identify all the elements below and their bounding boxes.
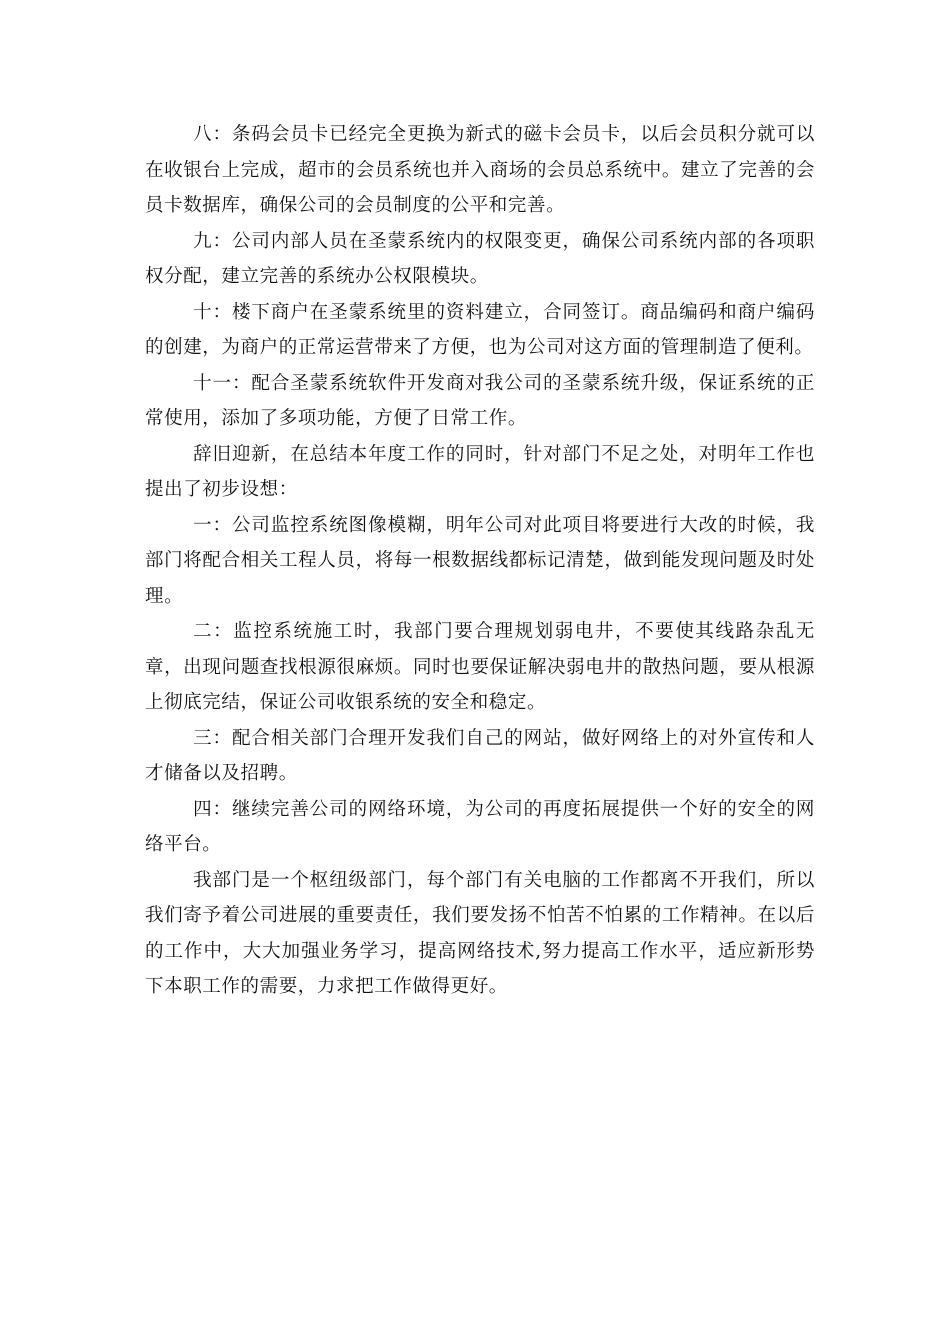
paragraph-conclusion: 我部门是一个枢纽级部门，每个部门有关电脑的工作都离不开我们，所以我们寄予着公司进展的重要责任，我们要发扬不怕苦不怕累的工作精神。在以后的工作中，大大加强业务学习，提高网络技术,努力提高工作水平，适应新形势下本职工作的需要，力求把工作做得更好。 [145, 869, 815, 997]
paragraph-item-11: 十一：配合圣蒙系统软件开发商对我公司的圣蒙系统升级，保证系统的正常使用，添加了多项功能，方便了日常工作。 [145, 372, 815, 429]
paragraph-item-10: 十：楼下商户在圣蒙系统里的资料建立，合同签订。商品编码和商户编码的创建，为商户的正常运营带来了方便，也为公司对这方面的管理制造了便利。 [145, 301, 815, 358]
paragraph-plan-4: 四：继续完善公司的网络环境，为公司的再度拓展提供一个好的安全的网络平台。 [145, 798, 815, 855]
document-body [145, 117, 815, 1005]
paragraph-item-8: 八：条码会员卡已经完全更换为新式的磁卡会员卡，以后会员积分就可以在收银台上完成，超市的会员系统也并入商场的会员总系统中。建立了完善的会员卡数据库，确保公司的会员制度的公平和完善。 [145, 124, 815, 216]
paragraph-plan-2: 二：监控系统施工时，我部门要合理规划弱电井，不要使其线路杂乱无章，出现问题查找根源很麻烦。同时也要保证解决弱电井的散热问题，要从根源上彻底完结，保证公司收银系统的安全和稳定。 [145, 621, 815, 713]
paragraph-item-9: 九：公司内部人员在圣蒙系统内的权限变更，确保公司系统内部的各项职权分配，建立完善的系统办公权限模块。 [145, 230, 815, 287]
paragraph-plan-1: 一：公司监控系统图像模糊，明年公司对此项目将要进行大改的时候，我部门将配合相关工程人员，将每一根数据线都标记清楚，做到能发现问题及时处理。 [145, 514, 815, 607]
paragraph-summary-intro: 辞旧迎新，在总结本年度工作的同时，针对部门不足之处，对明年工作也提出了初步设想： [145, 443, 815, 500]
paragraph-plan-3: 三：配合相关部门合理开发我们自己的网站，做好网络上的对外宣传和人才储备以及招聘。 [145, 727, 815, 784]
